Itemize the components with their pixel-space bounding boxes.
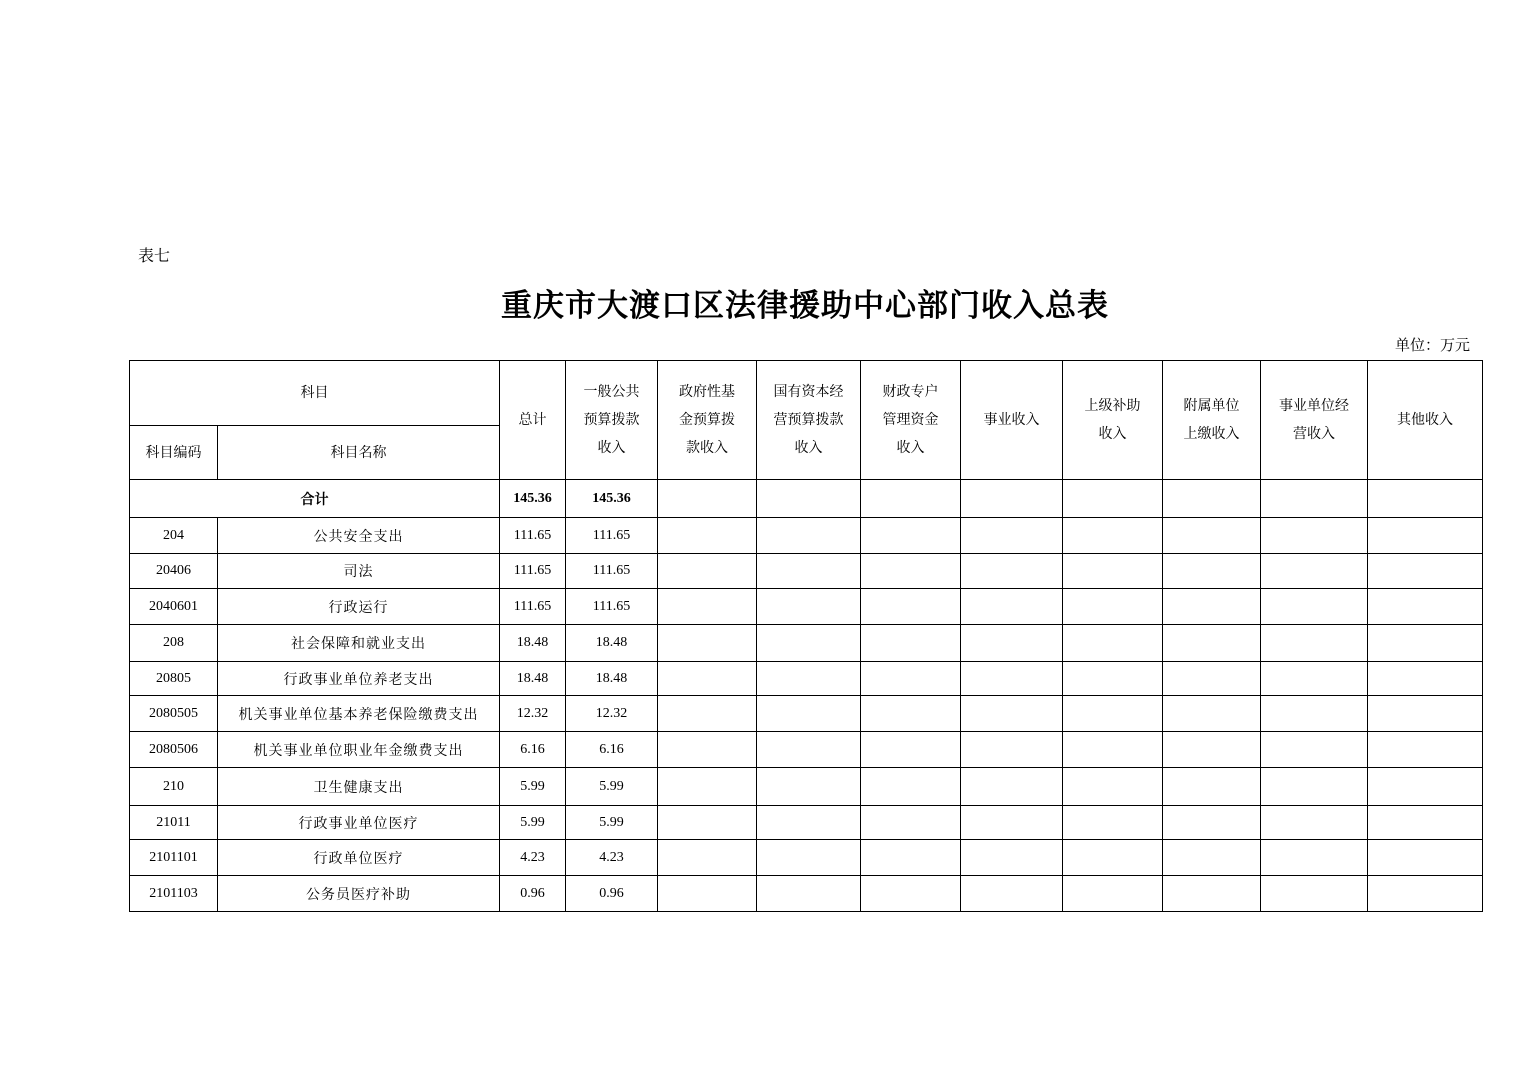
- header-line: 收入: [1098, 426, 1127, 442]
- empty-cell: [757, 554, 861, 589]
- empty-cell: [1261, 554, 1368, 589]
- total-cell: 0.96: [500, 876, 566, 912]
- total-cell: 145.36: [500, 480, 566, 518]
- empty-cell: [1063, 876, 1163, 912]
- empty-cell: [961, 876, 1063, 912]
- table-body: [130, 480, 1483, 912]
- header-line: 管理资金: [882, 412, 939, 428]
- empty-cell: [961, 662, 1063, 696]
- table-number-label: 表七: [138, 246, 171, 265]
- general-budget-cell: 18.48: [566, 662, 658, 696]
- table-row: [130, 840, 1483, 876]
- empty-cell: [1368, 554, 1483, 589]
- general-budget-cell: 111.65: [566, 518, 658, 554]
- empty-cell: [1368, 876, 1483, 912]
- general-budget-cell: 0.96: [566, 876, 658, 912]
- header-line: 一般公共: [583, 384, 640, 400]
- header-other-income: 其他收入: [1368, 361, 1483, 480]
- general-budget-cell: 145.36: [566, 480, 658, 518]
- empty-cell: [1063, 696, 1163, 732]
- header-line: 政府性基: [679, 384, 735, 400]
- empty-cell: [658, 662, 757, 696]
- header-line: 国有资本经: [773, 384, 844, 400]
- table-row: [130, 876, 1483, 912]
- empty-cell: [1261, 589, 1368, 625]
- empty-cell: [861, 480, 961, 518]
- empty-cell: [757, 518, 861, 554]
- empty-cell: [658, 589, 757, 625]
- subject-name-cell: 卫生健康支出: [218, 768, 500, 806]
- subject-name-cell: 机关事业单位职业年金缴费支出: [218, 732, 500, 768]
- general-budget-cell: 6.16: [566, 732, 658, 768]
- empty-cell: [1163, 806, 1261, 840]
- empty-cell: [961, 554, 1063, 589]
- header-line: 营预算拨款: [773, 412, 844, 428]
- empty-cell: [658, 876, 757, 912]
- empty-cell: [757, 662, 861, 696]
- empty-cell: [757, 625, 861, 662]
- total-cell: 4.23: [500, 840, 566, 876]
- empty-cell: [658, 840, 757, 876]
- subject-name-cell: 机关事业单位基本养老保险缴费支出: [218, 696, 500, 732]
- total-cell: 111.65: [500, 589, 566, 625]
- header-line: 附属单位: [1183, 398, 1240, 414]
- subject-code-cell: 2040601: [130, 589, 218, 625]
- subject-name-cell: 公务员医疗补助: [218, 876, 500, 912]
- empty-cell: [1261, 768, 1368, 806]
- header-business-operation-income: [1261, 361, 1368, 480]
- header-subject: 科目: [130, 361, 500, 426]
- empty-cell: [861, 840, 961, 876]
- empty-cell: [658, 518, 757, 554]
- empty-cell: [961, 840, 1063, 876]
- empty-cell: [961, 696, 1063, 732]
- header-line: 收入: [794, 440, 823, 456]
- subject-code-cell: 204: [130, 518, 218, 554]
- table-row: [130, 518, 1483, 554]
- empty-cell: [1063, 589, 1163, 625]
- empty-cell: [658, 554, 757, 589]
- empty-cell: [1368, 840, 1483, 876]
- total-cell: 12.32: [500, 696, 566, 732]
- empty-cell: [961, 732, 1063, 768]
- header-business-income: 事业收入: [961, 361, 1063, 480]
- empty-cell: [1163, 876, 1261, 912]
- empty-cell: [861, 554, 961, 589]
- table-row: [130, 554, 1483, 589]
- subject-name-cell: 行政事业单位医疗: [218, 806, 500, 840]
- empty-cell: [1163, 732, 1261, 768]
- empty-cell: [861, 589, 961, 625]
- empty-cell: [658, 732, 757, 768]
- empty-cell: [757, 876, 861, 912]
- table-row: [130, 625, 1483, 662]
- empty-cell: [1063, 840, 1163, 876]
- empty-cell: [1063, 554, 1163, 589]
- empty-cell: [961, 589, 1063, 625]
- empty-cell: [1368, 768, 1483, 806]
- header-line: 上级补助: [1084, 398, 1141, 414]
- empty-cell: [1261, 732, 1368, 768]
- header-total: 总计: [500, 361, 566, 480]
- empty-cell: [1163, 696, 1261, 732]
- empty-cell: [1163, 480, 1261, 518]
- subject-name-cell: 社会保障和就业支出: [218, 625, 500, 662]
- subject-code-cell: 21011: [130, 806, 218, 840]
- table-row: [130, 768, 1483, 806]
- empty-cell: [861, 806, 961, 840]
- total-cell: 18.48: [500, 625, 566, 662]
- general-budget-cell: 12.32: [566, 696, 658, 732]
- empty-cell: [1368, 518, 1483, 554]
- total-cell: 6.16: [500, 732, 566, 768]
- empty-cell: [961, 480, 1063, 518]
- empty-cell: [1163, 518, 1261, 554]
- total-cell: 18.48: [500, 662, 566, 696]
- subject-code-cell: 20406: [130, 554, 218, 589]
- page-title: 重庆市大渡口区法律援助中心部门收入总表: [501, 288, 1109, 324]
- header-line: 预算拨款: [583, 412, 640, 428]
- empty-cell: [1063, 480, 1163, 518]
- empty-cell: [1063, 625, 1163, 662]
- general-budget-cell: 4.23: [566, 840, 658, 876]
- empty-cell: [1368, 625, 1483, 662]
- subject-name-cell: 行政事业单位养老支出: [218, 662, 500, 696]
- general-budget-cell: 111.65: [566, 589, 658, 625]
- empty-cell: [1163, 589, 1261, 625]
- empty-cell: [757, 480, 861, 518]
- table-row: [130, 662, 1483, 696]
- empty-cell: [658, 480, 757, 518]
- total-cell: 111.65: [500, 554, 566, 589]
- empty-cell: [1261, 625, 1368, 662]
- table-row: [130, 806, 1483, 840]
- header-gov-fund-budget: [658, 361, 757, 480]
- empty-cell: [1063, 732, 1163, 768]
- general-budget-cell: 5.99: [566, 768, 658, 806]
- subject-code-cell: 2080505: [130, 696, 218, 732]
- header-affiliated-unit-payment: [1163, 361, 1261, 480]
- header-subject-name: 科目名称: [218, 426, 500, 480]
- header-line: 款收入: [686, 440, 728, 456]
- empty-cell: [1261, 480, 1368, 518]
- empty-cell: [861, 518, 961, 554]
- header-subject-code: 科目编码: [130, 426, 218, 480]
- empty-cell: [1261, 696, 1368, 732]
- header-fiscal-special-account: [861, 361, 961, 480]
- total-label: 合计: [130, 480, 500, 518]
- empty-cell: [1368, 696, 1483, 732]
- empty-cell: [861, 625, 961, 662]
- subject-name-cell: 行政运行: [218, 589, 500, 625]
- income-summary-table: [129, 360, 1483, 912]
- empty-cell: [1063, 768, 1163, 806]
- empty-cell: [961, 806, 1063, 840]
- empty-cell: [1368, 732, 1483, 768]
- empty-cell: [1261, 806, 1368, 840]
- header-line: 事业单位经: [1279, 398, 1349, 414]
- empty-cell: [757, 768, 861, 806]
- empty-cell: [658, 806, 757, 840]
- empty-cell: [1163, 840, 1261, 876]
- empty-cell: [1261, 518, 1368, 554]
- table-row: [130, 696, 1483, 732]
- empty-cell: [1163, 554, 1261, 589]
- empty-cell: [1368, 662, 1483, 696]
- empty-cell: [757, 589, 861, 625]
- empty-cell: [1261, 876, 1368, 912]
- empty-cell: [861, 696, 961, 732]
- empty-cell: [961, 518, 1063, 554]
- header-line: 上缴收入: [1183, 426, 1240, 442]
- table-row: [130, 732, 1483, 768]
- empty-cell: [1063, 518, 1163, 554]
- subject-code-cell: 210: [130, 768, 218, 806]
- header-line: 营收入: [1293, 426, 1335, 442]
- general-budget-cell: 111.65: [566, 554, 658, 589]
- table-header: [130, 361, 1483, 480]
- empty-cell: [757, 840, 861, 876]
- empty-cell: [658, 696, 757, 732]
- subject-code-cell: 20805: [130, 662, 218, 696]
- subject-name-cell: 行政单位医疗: [218, 840, 500, 876]
- subject-code-cell: 2080506: [130, 732, 218, 768]
- empty-cell: [1368, 589, 1483, 625]
- subject-code-cell: 2101103: [130, 876, 218, 912]
- empty-cell: [757, 696, 861, 732]
- total-cell: 5.99: [500, 806, 566, 840]
- empty-cell: [861, 662, 961, 696]
- table-row: [130, 589, 1483, 625]
- empty-cell: [1368, 806, 1483, 840]
- empty-cell: [1261, 840, 1368, 876]
- general-budget-cell: 5.99: [566, 806, 658, 840]
- subject-code-cell: 2101101: [130, 840, 218, 876]
- header-line: 收入: [597, 440, 626, 456]
- unit-label: 单位：万元: [1394, 336, 1470, 354]
- total-cell: 5.99: [500, 768, 566, 806]
- empty-cell: [757, 732, 861, 768]
- empty-cell: [1163, 768, 1261, 806]
- empty-cell: [1063, 662, 1163, 696]
- empty-cell: [961, 768, 1063, 806]
- subject-code-cell: 208: [130, 625, 218, 662]
- empty-cell: [1261, 662, 1368, 696]
- empty-cell: [658, 768, 757, 806]
- empty-cell: [658, 625, 757, 662]
- header-state-capital-budget: [757, 361, 861, 480]
- empty-cell: [861, 876, 961, 912]
- empty-cell: [1163, 662, 1261, 696]
- header-line: 财政专户: [882, 384, 939, 400]
- empty-cell: [961, 625, 1063, 662]
- empty-cell: [1163, 625, 1261, 662]
- subject-name-cell: 公共安全支出: [218, 518, 500, 554]
- empty-cell: [861, 732, 961, 768]
- header-general-public-budget: [566, 361, 658, 480]
- general-budget-cell: 18.48: [566, 625, 658, 662]
- empty-cell: [861, 768, 961, 806]
- header-superior-subsidy: [1063, 361, 1163, 480]
- empty-cell: [1063, 806, 1163, 840]
- empty-cell: [757, 806, 861, 840]
- total-cell: 111.65: [500, 518, 566, 554]
- empty-cell: [1368, 480, 1483, 518]
- subject-name-cell: 司法: [218, 554, 500, 589]
- header-line: 收入: [896, 440, 925, 456]
- header-line: 金预算拨: [679, 412, 735, 428]
- total-row: [130, 480, 1483, 518]
